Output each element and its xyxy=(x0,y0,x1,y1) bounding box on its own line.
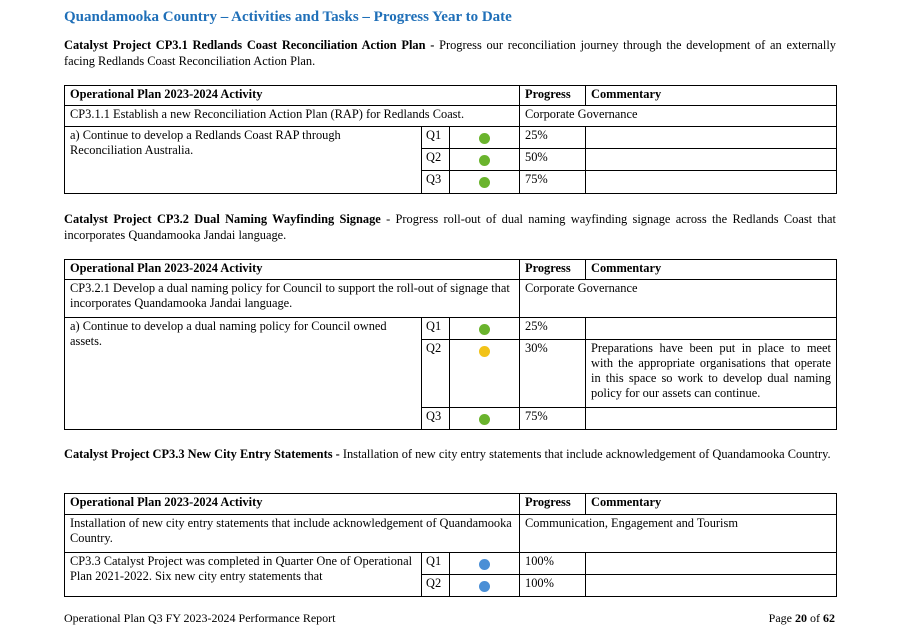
col-header-commentary: Commentary xyxy=(586,494,837,515)
commentary-cell xyxy=(586,553,837,575)
quarter-label: Q3 xyxy=(422,171,450,194)
commentary-cell xyxy=(586,171,837,194)
section-intro-cp3-1 xyxy=(64,37,836,69)
progress-cell: 30% xyxy=(520,340,586,408)
progress-cell: 75% xyxy=(520,408,586,430)
current-page: 20 xyxy=(795,611,807,625)
commentary-cell xyxy=(586,318,837,340)
activity-table-cp3-1 xyxy=(64,85,837,194)
section-description: Progress our reconciliation journey through the development of an externally facing Redlands Coast Reconciliation Action Plan. xyxy=(64,38,836,68)
commentary-cell xyxy=(586,149,837,171)
status-dot-icon xyxy=(479,346,490,357)
quarter-label: Q3 xyxy=(422,408,450,430)
col-header-progress: Progress xyxy=(520,494,586,515)
section-heading: Catalyst Project CP3.3 New City Entry Statements - xyxy=(64,447,340,461)
activity-table-cp3-3 xyxy=(64,493,837,597)
status-dot-icon xyxy=(479,155,490,166)
quarter-label: Q2 xyxy=(422,149,450,171)
progress-cell: 100% xyxy=(520,575,586,597)
section-intro-cp3-3 xyxy=(64,446,836,462)
quarter-label: Q1 xyxy=(422,318,450,340)
progress-cell: 75% xyxy=(520,171,586,194)
page-title: Quandamooka Country – Activities and Tasks – Progress Year to Date xyxy=(64,9,512,25)
activity-cell: a) Continue to develop a dual naming policy for Council owned assets. xyxy=(65,318,422,430)
col-header-progress: Progress xyxy=(520,260,586,280)
section-description: Installation of new city entry statements that include acknowledgement of Quandamooka Country. xyxy=(339,447,831,461)
section-description: - Progress roll-out of dual naming wayfinding signage across the Redlands Coast that incorporates Quandamooka Jandai language. xyxy=(64,212,836,242)
progress-cell: 100% xyxy=(520,553,586,575)
status-dot-icon xyxy=(479,177,490,188)
status-dot-icon xyxy=(479,133,490,144)
commentary-cell xyxy=(586,408,837,430)
commentary-cell xyxy=(586,127,837,149)
status-dot-icon xyxy=(479,559,490,570)
footer-page-number: Page 20 of 62 xyxy=(768,611,835,625)
owner-cell: Corporate Governance xyxy=(520,106,837,127)
objective-cell: CP3.2.1 Develop a dual naming policy for Council to support the roll-out of signage that incorporates Quandamooka Jandai language. xyxy=(65,280,520,318)
status-dot-icon xyxy=(479,324,490,335)
activity-cell: CP3.3 Catalyst Project was completed in Quarter One of Operational Plan 2021-2022. Six new city entry statements that xyxy=(65,553,422,597)
col-header-activity: Operational Plan 2023-2024 Activity xyxy=(65,260,520,280)
owner-cell: Communication, Engagement and Tourism xyxy=(520,515,837,553)
status-dot-icon xyxy=(479,414,490,425)
owner-cell: Corporate Governance xyxy=(520,280,837,318)
section-heading: Catalyst Project CP3.1 Redlands Coast Reconciliation Action Plan - xyxy=(64,38,435,52)
section-heading: Catalyst Project CP3.2 Dual Naming Wayfinding Signage xyxy=(64,212,381,226)
objective-cell: CP3.1.1 Establish a new Reconciliation Action Plan (RAP) for Redlands Coast. xyxy=(65,106,520,127)
commentary-cell xyxy=(586,575,837,597)
quarter-label: Q2 xyxy=(422,575,450,597)
commentary-cell: Preparations have been put in place to meet with the appropriate organisations that operate in this space so work to develop dual naming policy for our assets can continue. xyxy=(586,340,837,408)
activity-table-cp3-2 xyxy=(64,259,837,430)
col-header-commentary: Commentary xyxy=(586,260,837,280)
progress-cell: 25% xyxy=(520,318,586,340)
quarter-label: Q2 xyxy=(422,340,450,408)
col-header-commentary: Commentary xyxy=(586,86,837,106)
col-header-activity: Operational Plan 2023-2024 Activity xyxy=(65,494,520,515)
col-header-progress: Progress xyxy=(520,86,586,106)
footer-report-name: Operational Plan Q3 FY 2023-2024 Performance Report xyxy=(64,611,336,625)
quarter-label: Q1 xyxy=(422,127,450,149)
progress-cell: 25% xyxy=(520,127,586,149)
status-dot-icon xyxy=(479,581,490,592)
total-pages: 62 xyxy=(823,611,835,625)
col-header-activity: Operational Plan 2023-2024 Activity xyxy=(65,86,520,106)
progress-cell: 50% xyxy=(520,149,586,171)
objective-cell: Installation of new city entry statements that include acknowledgement of Quandamooka Country. xyxy=(65,515,520,553)
section-intro-cp3-2 xyxy=(64,211,836,243)
quarter-label: Q1 xyxy=(422,553,450,575)
activity-cell: a) Continue to develop a Redlands Coast RAP through Reconciliation Australia. xyxy=(65,127,422,194)
